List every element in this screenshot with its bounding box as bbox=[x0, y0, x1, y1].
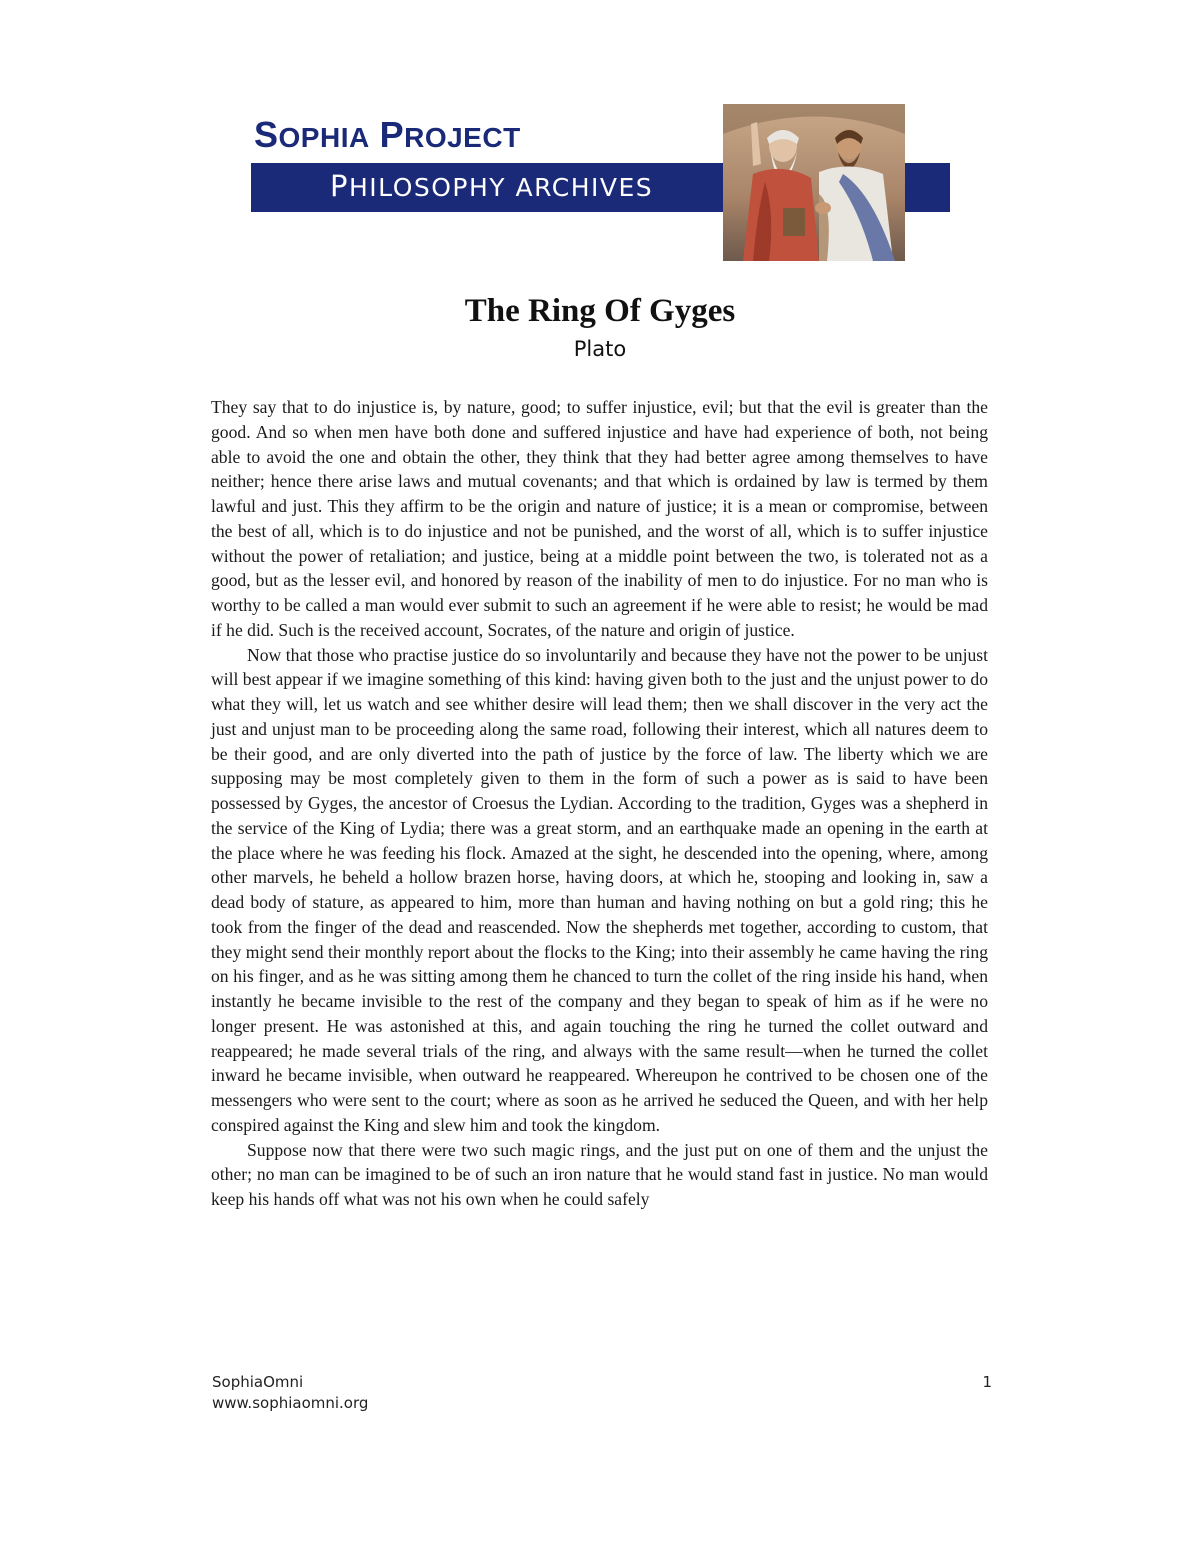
paragraph-1: They say that to do injustice is, by nature, good; to suffer injustice, evil; but that the evil is greater than the good. And so when men have both done and suffered injustice and have had experience of both, not being able to avoid the one and obtain the other, they think that they had better agree among themselves to have neither; hence there arise laws and mutual covenants; and that which is ordained by law is termed by them lawful and just. This they affirm to be the origin and nature of justice; it is a mean or compromise, between the best of all, which is to do injustice and not be punished, and the worst of all, which is to suffer injustice without the power of retaliation; and justice, being at a middle point between the two, is tolerated not as a good, but as the lesser evil, and honored by reason of the inability of men to do injustice. For no man who is worthy to be called a man would ever submit to such an agreement if he were able to resist; he would be mad if he did. Such is the received account, Socrates, of the nature and origin of justice. bbox=[211, 397, 988, 640]
logo-word2-rest: ROJECT bbox=[404, 122, 521, 153]
logo-word1-rest: OPHIA bbox=[278, 122, 370, 153]
document-body bbox=[211, 395, 988, 1212]
logo-subtitle-rest: HILOSOPHY ARCHIVES bbox=[349, 173, 654, 202]
paragraph-3: Suppose now that there were two such magic rings, and the just put on one of them and the unjust the other; no man can be imagined to be of such an iron nature that he would stand fast in justice. No man would keep his hands off what was not his own when he could safely bbox=[211, 1139, 988, 1209]
philosophers-painting-icon bbox=[723, 104, 905, 261]
logo-subtitle-initial: P bbox=[330, 169, 349, 203]
document-author: Plato bbox=[573, 337, 627, 361]
document-title: The Ring Of Gyges bbox=[464, 293, 736, 329]
sophia-project-logo bbox=[251, 104, 950, 261]
paragraph-2: Now that those who practise justice do so involuntarily and because they have not the power to be unjust will best appear if we imagine something of this kind: having given both to the just and the unjust power to do what they will, let us watch and see whither desire will lead them; then we shall discover in the very act the just and unjust man to be proceeding along the same road, following their interest, which all natures deem to be their good, and are only diverted into the path of justice by the force of law. The liberty which we are supposing may be most completely given to them in the form of such a power as is said to have been possessed by Gyges, the ancestor of Croesus the Lydian. According to the tradition, Gyges was a shepherd in the service of the King of Lydia; there was a great storm, and an earthquake made an opening in the earth at the place where he was feeding his flock. Amazed at the sight, he descended into the opening, where, among other marvels, he beheld a hollow brazen horse, having doors, at which he, stooping and looking in, saw a dead body of stature, as appeared to him, more than human and having nothing on but a gold ring; this he took from the finger of the dead and reascended. Now the shepherds met together, according to custom, that they might send their monthly report about the flocks to the King; into their assembly he came having the ring on his finger, and as he was sitting among them he chanced to turn the collet of the ring inside his hand, when instantly he became invisible to the rest of the company and they began to speak of him as if he were no longer present. He was astonished at this, and again touching the ring he turned the collet outward and reappeared; he made several trials of the ring, and always with the same result—when he turned the collet inward he became invisible, when outward he reappeared. Whereupon he contrived to be chosen one of the messengers who were sent to the court; where as soon as he arrived he seduced the Queen, and with her help conspired against the King and slew him and took the kingdom. bbox=[211, 644, 988, 1135]
logo-title bbox=[254, 114, 521, 156]
footer-site-url: www.sophiaomni.org bbox=[212, 1394, 369, 1412]
footer-site-name: SophiaOmni bbox=[212, 1373, 304, 1391]
footer-site-info bbox=[212, 1372, 368, 1414]
logo-subtitle bbox=[330, 169, 653, 203]
logo-word1-initial: S bbox=[254, 114, 279, 155]
page-number: 1 bbox=[982, 1373, 992, 1391]
logo-word2-initial: P bbox=[379, 114, 405, 155]
